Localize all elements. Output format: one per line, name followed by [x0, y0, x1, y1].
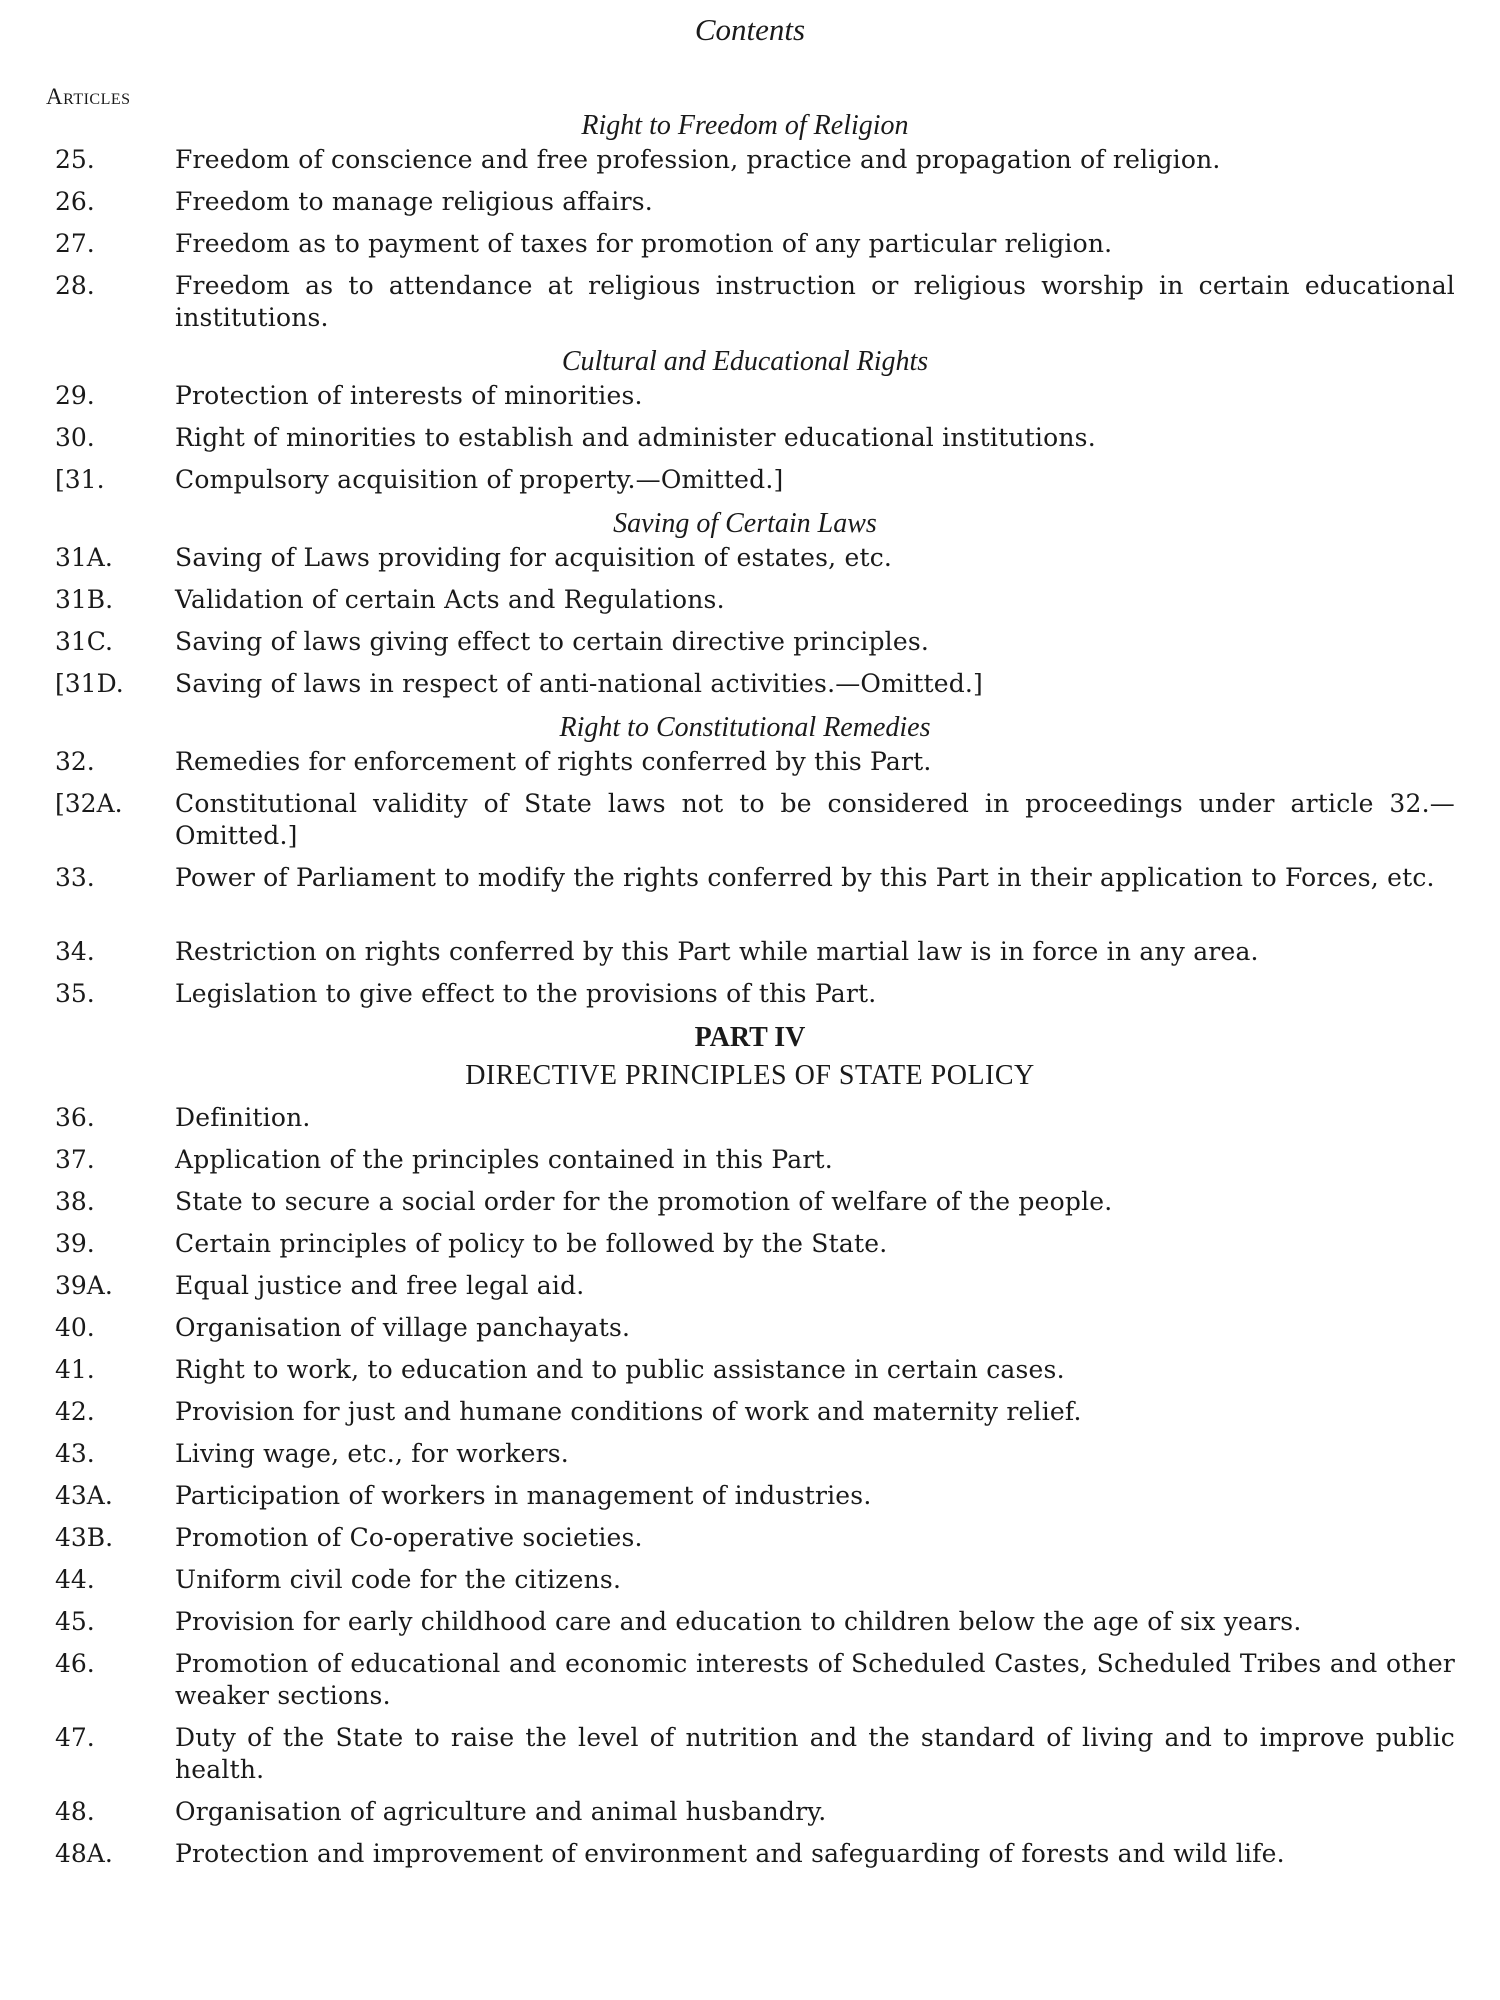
article-title: Validation of certain Acts and Regulations. [175, 585, 725, 614]
article-number: 28. [55, 271, 95, 300]
section-heading: Saving of Certain Laws [613, 508, 877, 539]
article-title: Living wage, etc., for workers. [175, 1439, 569, 1468]
article-title: Freedom of conscience and free profession, practice and propagation of religion. [175, 145, 1221, 174]
article-number: 37. [55, 1145, 95, 1174]
article-number: 36. [55, 1103, 95, 1132]
part-title: DIRECTIVE PRINCIPLES OF STATE POLICY [465, 1060, 1035, 1091]
article-number: 39A. [55, 1271, 113, 1300]
article-entry [0, 788, 1455, 862]
article-title: Participation of workers in management of industries. [175, 1481, 872, 1510]
article-title: Saving of laws in respect of anti-national activities.—Omitted.] [175, 669, 984, 698]
article-entry [0, 186, 1455, 228]
article-entry [0, 746, 1455, 788]
article-entry [0, 1564, 1455, 1606]
article-entry [0, 1522, 1455, 1564]
article-entry [0, 144, 1455, 186]
article-title: Freedom as to payment of taxes for promotion of any particular religion. [175, 229, 1113, 258]
article-title: Certain principles of policy to be followed by the State. [175, 1229, 888, 1258]
article-number: 31B. [55, 585, 114, 614]
part-heading: PART IV [694, 1022, 806, 1053]
article-title: Saving of Laws providing for acquisition of estates, etc. [175, 543, 893, 572]
article-number: 41. [55, 1355, 95, 1384]
article-entry [0, 1396, 1455, 1438]
article-number: 34. [55, 937, 95, 966]
article-number: 39. [55, 1229, 95, 1258]
article-title: Protection and improvement of environment and safeguarding of forests and wild life. [175, 1839, 1285, 1868]
article-number: 25. [55, 145, 95, 174]
article-entry [0, 464, 1455, 506]
articles-column-label: Articles [46, 84, 131, 109]
article-entry [0, 1102, 1455, 1144]
article-title: Organisation of agriculture and animal husbandry. [175, 1797, 827, 1826]
article-entry [0, 1796, 1455, 1838]
article-number: [31. [55, 465, 105, 494]
section-heading: Right to Constitutional Remedies [559, 712, 931, 743]
article-entry [0, 936, 1455, 978]
article-title: Remedies for enforcement of rights conferred by this Part. [175, 747, 932, 776]
article-number: 45. [55, 1607, 95, 1636]
article-title: Legislation to give effect to the provisions of this Part. [175, 979, 877, 1008]
article-entry [0, 1270, 1455, 1312]
article-entry [0, 1838, 1455, 1880]
article-number: 31A. [55, 543, 113, 572]
article-entry [0, 1144, 1455, 1186]
article-entry [0, 1480, 1455, 1522]
article-title: Constitutional validity of State laws not to be considered in proceedings under article 32.—Omitted.] [175, 789, 1455, 850]
page-title: Contents [694, 12, 806, 47]
article-title: Equal justice and free legal aid. [175, 1271, 585, 1300]
article-number: [31D. [55, 669, 124, 698]
article-entry [0, 1354, 1455, 1396]
article-number: 46. [55, 1649, 95, 1678]
article-title: Protection of interests of minorities. [175, 381, 643, 410]
article-title: Provision for just and humane conditions of work and maternity relief. [175, 1397, 1082, 1426]
article-title: Freedom as to attendance at religious instruction or religious worship in certain educational institutions. [175, 271, 1455, 332]
article-entry [0, 270, 1455, 344]
article-title: Saving of laws giving effect to certain directive principles. [175, 627, 930, 656]
article-title: Restriction on rights conferred by this Part while martial law is in force in any area. [175, 937, 1259, 966]
article-title: Right to work, to education and to public assistance in certain cases. [175, 1355, 1065, 1384]
article-entry [0, 584, 1455, 626]
article-title: Organisation of village panchayats. [175, 1313, 631, 1342]
article-number: 27. [55, 229, 95, 258]
article-title: Promotion of educational and economic interests of Scheduled Castes, Scheduled Tribes and other weaker sections. [175, 1649, 1455, 1710]
article-entry [0, 862, 1455, 936]
article-entry [0, 1722, 1455, 1796]
article-title: Definition. [175, 1103, 311, 1132]
article-entry [0, 1312, 1455, 1354]
article-title: Right of minorities to establish and administer educational institutions. [175, 423, 1096, 452]
article-number: 32. [55, 747, 95, 776]
article-number: [32A. [55, 789, 123, 818]
article-number: 43B. [55, 1523, 114, 1552]
article-number: 26. [55, 187, 95, 216]
article-number: 42. [55, 1397, 95, 1426]
article-entry [0, 1648, 1455, 1722]
article-number: 35. [55, 979, 95, 1008]
article-number: 40. [55, 1313, 95, 1342]
article-number: 43A. [55, 1481, 113, 1510]
article-title: Duty of the State to raise the level of nutrition and the standard of living and to improve public health. [175, 1723, 1455, 1784]
article-number: 43. [55, 1439, 95, 1468]
article-entry [0, 1186, 1455, 1228]
article-title: Compulsory acquisition of property.—Omitted.] [175, 465, 784, 494]
article-number: 38. [55, 1187, 95, 1216]
article-title: Promotion of Co-operative societies. [175, 1523, 643, 1552]
article-entry [0, 542, 1455, 584]
article-number: 31C. [55, 627, 113, 656]
article-entry [0, 978, 1455, 1020]
article-title: Freedom to manage religious affairs. [175, 187, 653, 216]
article-title: Application of the principles contained in this Part. [175, 1145, 833, 1174]
article-entry [0, 422, 1455, 464]
article-number: 30. [55, 423, 95, 452]
article-number: 44. [55, 1565, 95, 1594]
section-heading: Right to Freedom of Religion [581, 110, 909, 141]
article-entry [0, 1438, 1455, 1480]
article-entry [0, 380, 1455, 422]
article-entry [0, 1606, 1455, 1648]
article-title: Power of Parliament to modify the rights conferred by this Part in their application to Forces, etc. [175, 863, 1435, 892]
article-entry [0, 1228, 1455, 1270]
article-number: 33. [55, 863, 95, 892]
article-number: 48. [55, 1797, 95, 1826]
article-entry [0, 228, 1455, 270]
section-heading: Cultural and Educational Rights [561, 346, 929, 377]
article-title: Provision for early childhood care and education to children below the age of six years. [175, 1607, 1302, 1636]
article-entry [0, 626, 1455, 668]
article-number: 47. [55, 1723, 95, 1752]
article-entry [0, 668, 1455, 710]
contents-list [0, 108, 1500, 1880]
article-title: State to secure a social order for the promotion of welfare of the people. [175, 1187, 1113, 1216]
article-title: Uniform civil code for the citizens. [175, 1565, 622, 1594]
article-number: 48A. [55, 1839, 113, 1868]
article-number: 29. [55, 381, 95, 410]
